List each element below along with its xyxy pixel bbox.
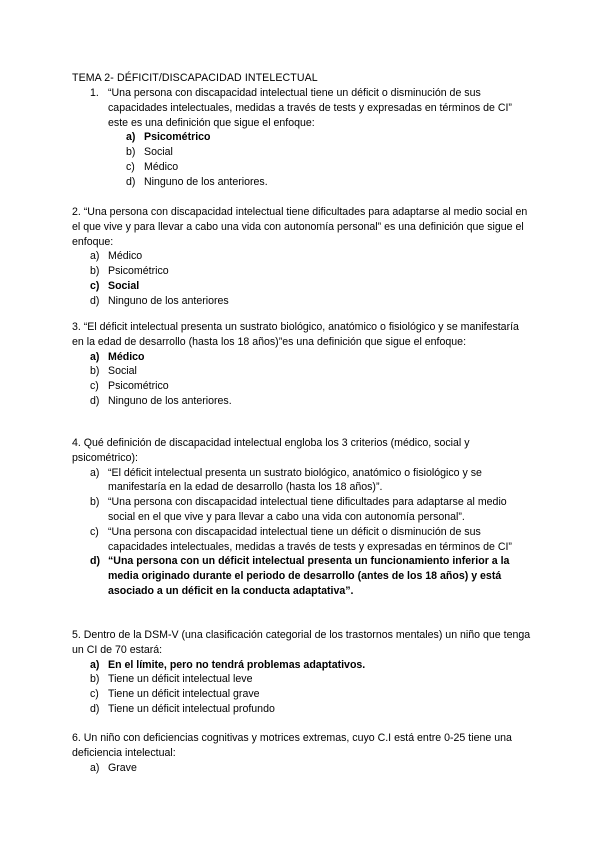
question-number: 1.: [90, 87, 99, 99]
option-a: a) “El déficit intelectual presenta un sustrato biológico, anatómico o fisiológico y se manifestaría en la edad de desarrollo (hasta los 18 años)”.: [90, 466, 482, 494]
option-b: b) Social: [126, 146, 173, 159]
question-4: [72, 436, 532, 599]
option-list: [126, 130, 532, 189]
question-text: 6. Un niño con deficiencias cognitivas y motrices extremas, cuyo C.I está entre 0-25 tiene una deficiencia intelectual:: [72, 732, 512, 759]
option-c: c) Tiene un déficit intelectual grave: [90, 688, 260, 701]
question-3: [72, 320, 532, 409]
question-5: [72, 628, 532, 717]
option-list: [90, 466, 532, 599]
option-list: [90, 761, 532, 776]
option-c: c) Social: [90, 279, 140, 292]
question-text: 3. “El déficit intelectual presenta un sustrato biológico, anatómico o fisiológico y se manifestaría en la edad de desarrollo (hasta los 18 años)”es una definición que sigue el enfoque:: [72, 321, 519, 348]
option-a: a) Médico: [90, 350, 145, 363]
question-text: “Una persona con discapacidad intelectual tiene un déficit o disminución de sus capacidades intelectuales, medidas a través de tests y expresadas en términos de CI” este es una definición que sigue el enfoque:: [108, 87, 512, 129]
option-d: d) Tiene un déficit intelectual profundo: [90, 702, 275, 715]
question-1: [72, 86, 532, 190]
question-text: 5. Dentro de la DSM-V (una clasificación categorial de los trastornos mentales) un niño que tenga un CI de 70 estará:: [72, 629, 531, 656]
option-d: d) Ninguno de los anteriores.: [126, 175, 268, 188]
question-6: [72, 731, 532, 775]
option-d: d) “Una persona con un déficit intelectual presenta un funcionamiento inferior a la media originado durante el periodo de desarrollo (antes de los 18 años) y está asociado a un déficit en la conducta adaptativa”.: [90, 555, 510, 597]
document-title: TEMA 2- DÉFICIT/DISCAPACIDAD INTELECTUAL: [72, 72, 318, 84]
option-d: d) Ninguno de los anteriores: [90, 294, 229, 307]
option-list: [90, 249, 532, 308]
option-list: [90, 350, 532, 409]
question-text: 4. Qué definición de discapacidad intelectual engloba los 3 criterios (médico, social y psicométrico):: [72, 437, 470, 464]
option-a: a) Grave: [90, 761, 137, 774]
option-b: b) “Una persona con discapacidad intelectual tiene dificultades para adaptarse al medio social en el que vive y para llevar a cabo una vida con autonomía personal”.: [90, 496, 507, 523]
option-list: [90, 658, 532, 717]
question-text: 2. “Una persona con discapacidad intelectual tiene dificultades para adaptarse al medio social en el que vive y para llevar a cabo una vida con autonomía personal” es una definición que sigue el enfoque:: [72, 206, 528, 248]
option-a: a) Médico: [90, 250, 143, 263]
option-c: c) “Una persona con discapacidad intelectual tiene un déficit o disminución de sus capacidades intelectuales, medidas a través de tests y expresadas en términos de CI”: [90, 525, 512, 553]
option-d: d) Ninguno de los anteriores.: [90, 394, 232, 407]
option-c: c) Médico: [126, 160, 179, 173]
question-2: [72, 205, 532, 309]
option-c: c) Psicométrico: [90, 380, 169, 393]
option-a: a) En el límite, pero no tendrá problemas adaptativos.: [90, 658, 366, 671]
option-a: a) Psicométrico: [126, 131, 211, 144]
option-b: b) Psicométrico: [90, 265, 169, 278]
option-b: b) Tiene un déficit intelectual leve: [90, 673, 253, 686]
option-b: b) Social: [90, 365, 137, 378]
